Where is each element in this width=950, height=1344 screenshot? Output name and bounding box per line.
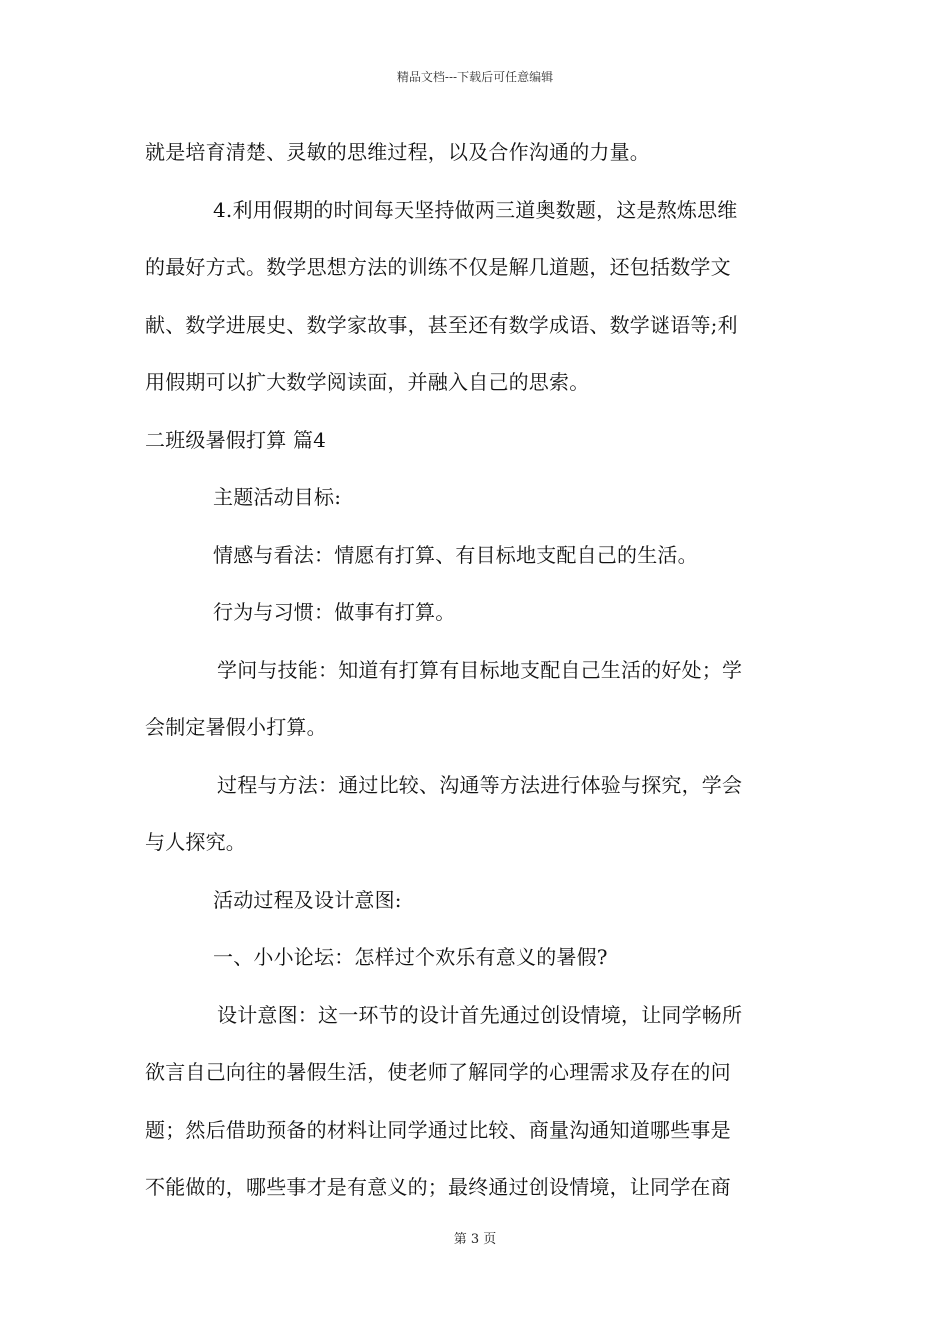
- document-body: [145, 126, 810, 1219]
- text-line: 的最好方式。数学思想方法的训练不仅是解几道题，还包括数学文: [145, 255, 731, 279]
- text-line: 不能做的，哪些事才是有意义的；最终通过创设情境，让同学在商: [145, 1175, 731, 1199]
- section-heading: 二班级暑假打算 篇4: [145, 427, 327, 452]
- text-line: 主题活动目标:: [213, 485, 342, 509]
- page-header: 精品文档---下载后可任意编辑: [396, 70, 554, 84]
- text-line: 题；然后借助预备的材料让同学通过比较、商量沟通知道哪些事是: [145, 1117, 731, 1142]
- text-line: 欲言自己向往的暑假生活，使老师了解同学的心理需求及存在的问: [145, 1060, 731, 1084]
- text-line: 献、数学进展史、数学家故事，甚至还有数学成语、数学谜语等;利: [145, 312, 738, 337]
- text-line: 就是培育清楚、灵敏的思维过程，以及合作沟通的力量。: [145, 140, 650, 164]
- text-line: 情感与看法：情愿有打算、有目标地支配自己的生活。: [213, 542, 698, 567]
- text-line: 学问与技能：知道有打算有目标地支配自己生活的好处；学: [217, 657, 743, 682]
- text-line: 行为与习惯：做事有打算。: [213, 600, 456, 624]
- text-line: 会制定暑假小打算。: [145, 715, 327, 739]
- page-number: 第 3 页: [453, 1232, 497, 1247]
- text-line: 4.利用假期的时间每天坚持做两三道奥数题，这是熬炼思维: [213, 197, 738, 222]
- text-line: 活动过程及设计意图:: [213, 887, 402, 912]
- text-line: 一、小小论坛：怎样过个欢乐有意义的暑假?: [213, 945, 608, 969]
- text-line: 与人探究。: [145, 830, 246, 854]
- text-line: 用假期可以扩大数学阅读面，并融入自己的思索。: [145, 370, 590, 394]
- text-line: 设计意图：这一环节的设计首先通过创设情境，让同学畅所: [217, 1002, 743, 1027]
- text-line: 过程与方法：通过比较、沟通等方法进行体验与探究，学会: [217, 772, 743, 797]
